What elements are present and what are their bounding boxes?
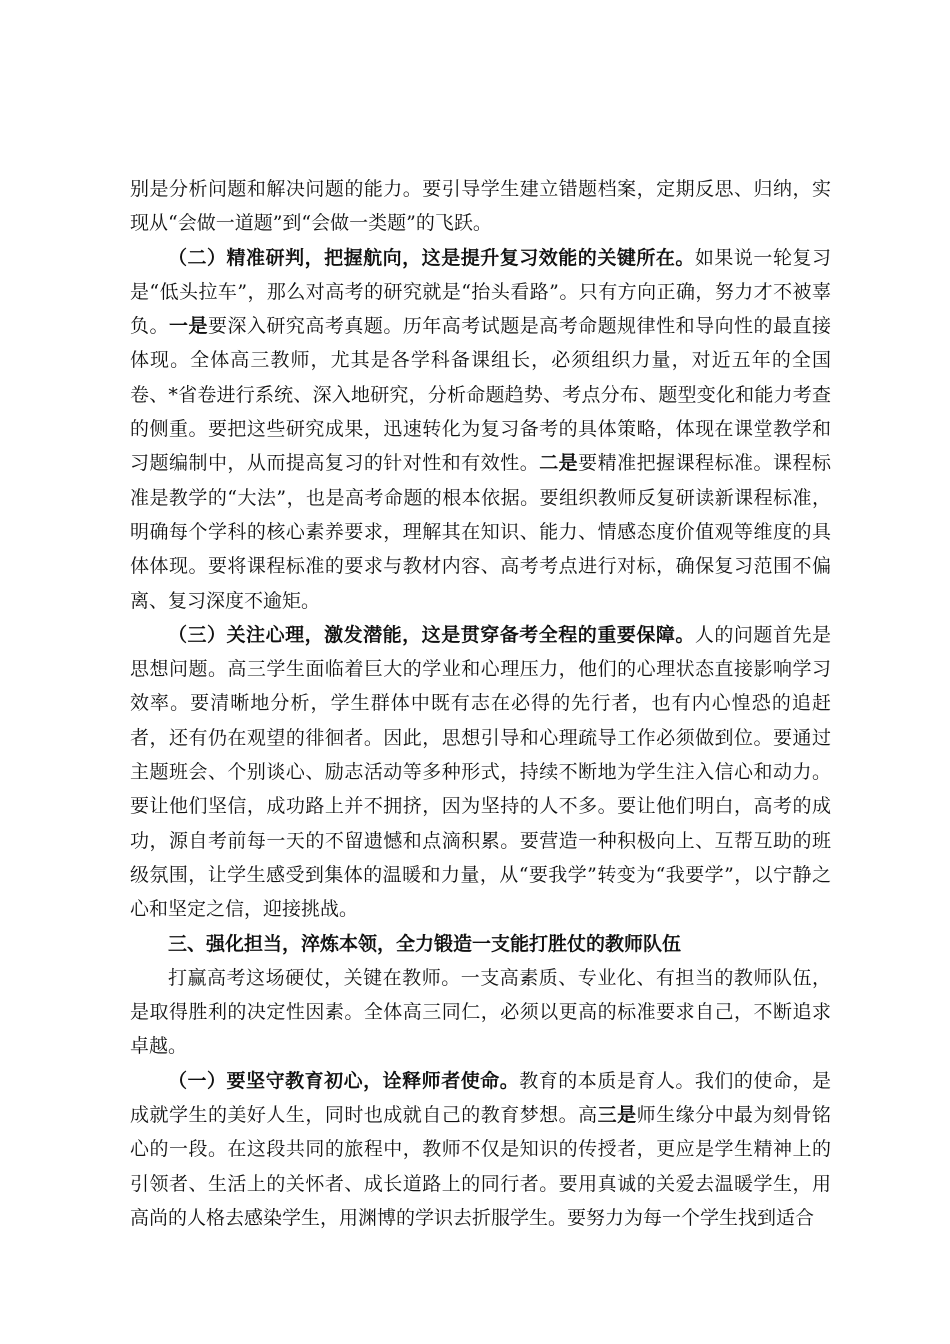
paragraph-text: 人的问题首先是思想问题。高三学生面临着巨大的学业和心理压力，他们的心理状态直接影响学习效率。要清晰地分析，学生群体中既有志在必得的先行者，也有内心惶恐的追赶者，还有仍在观望的徘徊者。因此，思想引导和心理疏导工作必须做到位。要通过主题班会、个别谈心、励志活动等多种形式，持续不断地为学生注入信心和动力。要让他们坚信，成功路上并不拥挤，因为坚持的人不多。要让他们明白，高考的成功，源自考前每一天的不留遗憾和点滴积累。要营造一种积极向上、互帮互助的班级氛围，让学生感受到集体的温暖和力量，从“要我学”转变为“我要学”，以宁静之心和坚定之信，迎接挑战。 [130, 623, 831, 921]
paragraph-psychology [130, 618, 831, 927]
section-heading-three [130, 927, 831, 961]
subheading-education-mission: （一）要坚守教育初心，诠释师者使命。 [168, 1069, 520, 1092]
document-body [130, 172, 831, 1235]
paragraph-text: 师生缘分中最为刻骨铭心的一段。在这段共同的旅程中，教师不仅是知识的传授者，更应是学生精神上的引领者、生活上的关怀者、成长道路上的同行者。要用真诚的关爱去温暖学生，用高尚的人格去感染学生，用渊博的学识去折服学生。要努力为每一个学生找到适合 [130, 1104, 831, 1229]
paragraph-text: 要深入研究高考真题。历年高考试题是高考命题规律性和导向性的最直接体现。全体高三教师，尤其是各学科备课组长，必须组织力量，对近五年的全国卷、*省卷进行系统、深入地研究，分析命题趋势、考点分布、题型变化和能力考查的侧重。要把这些研究成果，迅速转化为复习备考的具体策略，体现在课堂教学和习题编制中，从而提高复习的针对性和有效性。 [130, 315, 831, 475]
emphasis-third: 三是 [597, 1104, 637, 1127]
emphasis-first: 一是 [168, 315, 208, 338]
paragraph-education-mission [130, 1064, 831, 1235]
paragraph-continuation [130, 172, 831, 241]
paragraph-text: 别是分析问题和解决问题的能力。要引导学生建立错题档案，定期反思、归纳，实现从“会做一道题”到“会做一类题”的飞跃。 [130, 178, 831, 235]
subheading-precise-research: （二）精准研判，把握航向，这是提升复习效能的关键所在。 [168, 246, 695, 269]
emphasis-second: 二是 [539, 452, 579, 475]
subheading-psychology: （三）关注心理，激发潜能，这是贯穿备考全程的重要保障。 [168, 623, 695, 646]
paragraph-precise-research [130, 241, 831, 618]
paragraph-text: 教育的本质是育人。我们的使命，是成就学生的美好人生，同时也成就自己的教育梦想。高 [130, 1069, 831, 1127]
section-title: 三、强化担当，淬炼本领，全力锻造一支能打胜仗的教师队伍 [168, 932, 682, 955]
paragraph-text: 打赢高考这场硬仗，关键在教师。一支高素质、专业化、有担当的教师队伍，是取得胜利的决定性因素。全体高三同仁，必须以更高的标准要求自己，不断追求卓越。 [130, 966, 831, 1058]
paragraph-text: 要精准把握课程标准。课程标准是教学的“大法”，也是高考命题的根本依据。要组织教师反复研读新课程标准，明确每个学科的核心素养要求，理解其在知识、能力、情感态度价值观等维度的具体体现。要将课程标准的要求与教材内容、高考考点进行对标，确保复习范围不偏离、复习深度不逾矩。 [130, 452, 831, 612]
paragraph-text: 如果说一轮复习是“低头拉车”，那么对高考的研究就是“抬头看路”。只有方向正确，努力才不被辜负。 [130, 246, 831, 338]
paragraph-teachers-intro [130, 961, 831, 1064]
